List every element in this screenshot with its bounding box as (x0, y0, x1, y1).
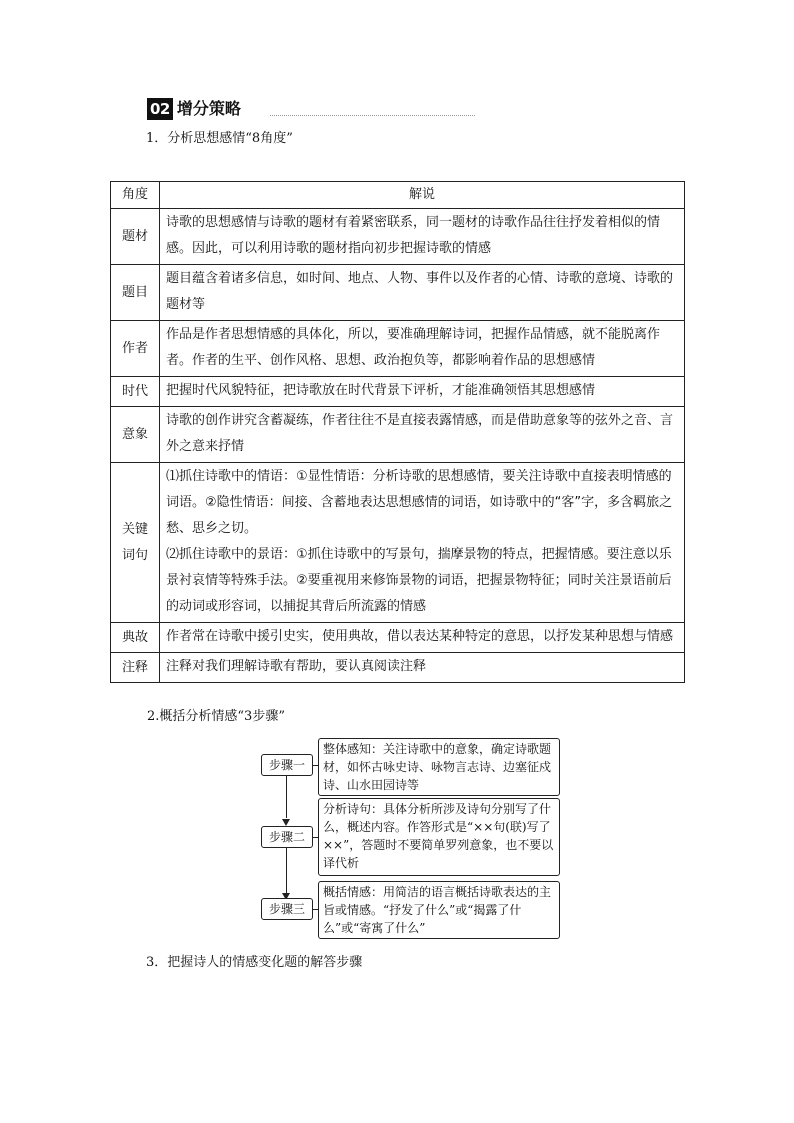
step-one-box: 整体感知：关注诗歌中的意象，确定诗歌题材，如怀古咏史诗、咏物言志诗、边塞征戍诗、山水田园诗等 (318, 738, 560, 796)
row-text-para: 题目蕴含着诸多信息，如时间、地点、人物、事件以及作者的心情、诗歌的意境、诗歌的题材等 (166, 271, 674, 312)
heading-emotion-change: 3．把握诗人的情感变化题的解答步骤 (146, 955, 363, 970)
row-text (160, 377, 685, 407)
heading-analysis-angles: 1．分析思想感情“8角度” (146, 131, 293, 146)
angles-table (110, 181, 685, 683)
flow-connector (312, 909, 320, 910)
table-row (111, 407, 685, 463)
step-three-label: 步骤三 (261, 898, 313, 920)
table-row (111, 463, 685, 623)
flow-arrow-icon (282, 893, 290, 900)
table-row (111, 321, 685, 377)
row-text (160, 321, 685, 377)
row-category: 题目 (111, 265, 160, 321)
flow-connector (286, 774, 287, 818)
flow-arrow-icon (282, 819, 290, 826)
step-two-box: 分析诗句：具体分析所涉及诗句分别写了什么，概述内容。作答形式是“××句(联)写了××”，答题时不要简单罗列意象，也不要以译代析 (318, 798, 560, 876)
step-three-box: 概括情感：用简洁的语言概括诗歌表达的主旨或情感。“抒发了什么”或“揭露了什么”或“寄寓了什么” (318, 881, 560, 939)
row-text-para: ⑴抓住诗歌中的情语：①显性情语：分析诗歌的思想感情，要关注诗歌中直接表明情感的词语。②隐性情语：间接、含蓄地表达思想感情的词语，如诗歌中的“客”字，多含羁旅之愁、思乡之切。 (166, 469, 673, 536)
row-category-text: 关键词句 (121, 521, 148, 563)
row-category: 时代 (111, 377, 160, 407)
row-text (160, 623, 685, 653)
flow-connector (312, 765, 320, 766)
section-header (147, 98, 241, 120)
flow-connector (312, 837, 320, 838)
table-header-angle: 角度 (111, 182, 160, 209)
row-text-para: 把握时代风貌特征，把诗歌放在时代背景下评析，才能准确领悟其思想感情 (166, 383, 596, 398)
table-row (111, 623, 685, 653)
row-category: 题材 (111, 209, 160, 265)
section-divider (270, 115, 475, 116)
row-text-para: 注释对我们理解诗歌有帮助，要认真阅读注释 (166, 659, 427, 674)
table-header-explanation: 解说 (160, 182, 685, 209)
row-text-para: ⑵抓住诗歌中的景语：①抓住诗歌中的写景句，揣摩景物的特点，把握情感。要注意以乐景衬哀情等特殊手法。②要重视用来修饰景物的词语，把握景物特征；同时关注景语前后的动词或形容词，以捕捉其背后所流露的情感 (166, 547, 672, 614)
row-text-para: 诗歌的思想感情与诗歌的题材有着紧密联系，同一题材的诗歌作品往往抒发着相似的情感。因此，可以利用诗歌的题材指向初步把握诗歌的情感 (166, 215, 661, 256)
row-category: 意象 (111, 407, 160, 463)
table-row (111, 653, 685, 683)
row-category (111, 463, 160, 623)
row-text-para: 作者常在诗歌中援引史实，使用典故，借以表达某种特定的意思，以抒发某种思想与情感 (166, 629, 674, 644)
row-text (160, 209, 685, 265)
row-category: 注释 (111, 653, 160, 683)
step-two-label: 步骤二 (261, 826, 313, 848)
row-text-para: 诗歌的创作讲究含蓄凝练，作者往往不是直接表露情感，而是借助意象等的弦外之音、言外之意来抒情 (166, 413, 674, 454)
table-row (111, 209, 685, 265)
table-row (111, 265, 685, 321)
step-one-label: 步骤一 (261, 754, 313, 776)
table-header-row (111, 182, 685, 209)
row-text (160, 407, 685, 463)
row-text (160, 653, 685, 683)
row-text-para: 作品是作者思想情感的具体化，所以，要准确理解诗词，把握作品情感，就不能脱离作者。作者的生平、创作风格、思想、政治抱负等，都影响着作品的思想感情 (166, 327, 661, 368)
row-category: 作者 (111, 321, 160, 377)
section-number-badge: 02 (147, 98, 173, 120)
row-category: 典故 (111, 623, 160, 653)
row-text (160, 265, 685, 321)
flow-connector (286, 848, 287, 898)
table-row (111, 377, 685, 407)
row-text (160, 463, 685, 623)
section-title: 增分策略 (176, 99, 241, 118)
heading-three-steps: 2.概括分析情感“3步骤” (147, 709, 285, 724)
